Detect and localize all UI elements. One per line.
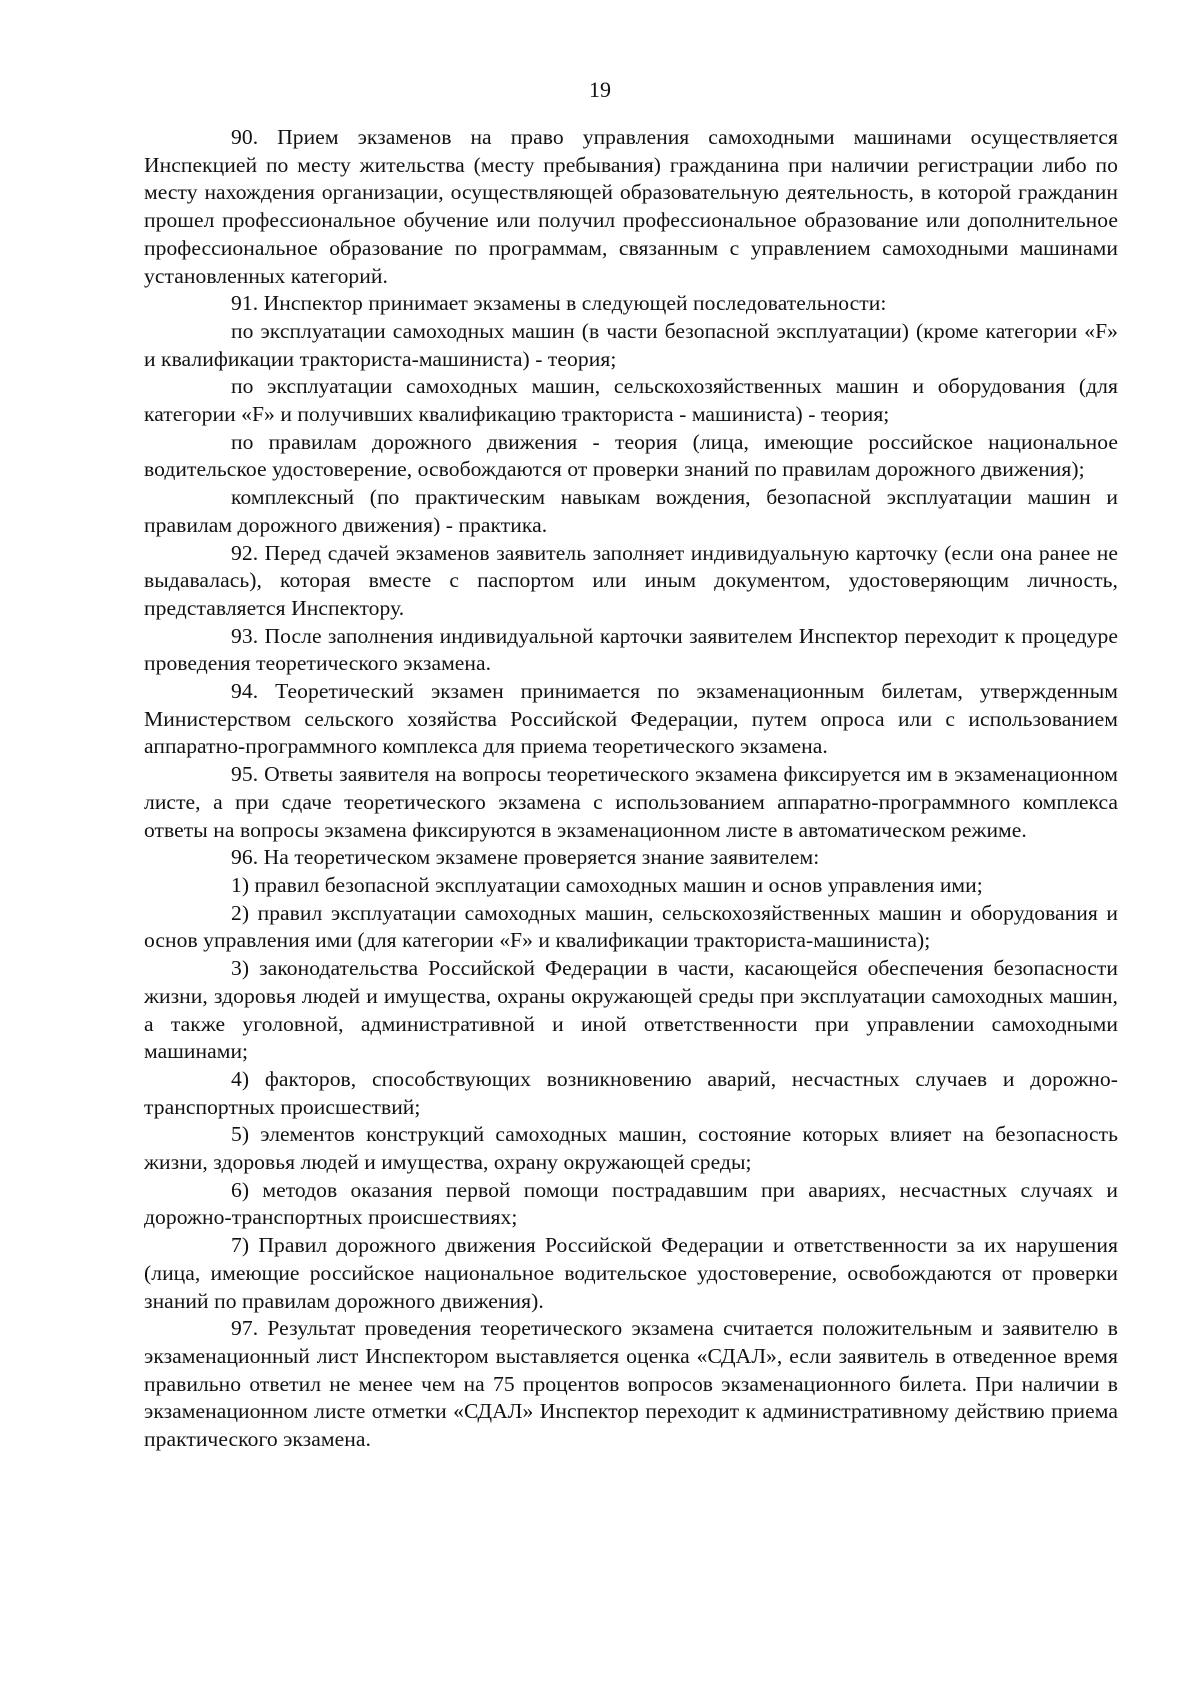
paragraph-96-item-3: 3) законодательства Российской Федерации в части, касающейся обеспечения безопасности жизни, здоровья людей и имущества, охраны окружающей среды при эксплуатации самоходных машин, а также уголовной, административной и иной ответственности при управлении самоходными машинами; [144,956,1118,1064]
paragraph-91-item-traffic-rules-theory: по правилам дорожного движения - теория (лица, имеющие российское национальное водительское удостоверение, освобождаются от проверки знаний по правилам дорожного движения); [144,429,1118,482]
paragraph-96-item-7: 7) Правил дорожного движения Российской Федерации и ответственности за их нарушения (лица, имеющие российское национальное водительское удостоверение, освобождаются от проверки знаний по правилам дорожного движения). [144,1233,1118,1313]
paragraph-90: 90. Прием экзаменов на право управления самоходными машинами осуществляется Инспекцией по месту жительства (месту пребывания) гражданина при наличии регистрации либо по месту нахождения организации, осуществляющей образовательную деятельность, в которой гражданин прошел профессиональное обучение или получил профессиональное образование или дополнительное профессиональное образование по программам, связанным с управлением самоходными машинами установленных категорий. [144,125,1118,288]
paragraph-91-item-safety-theory: по эксплуатации самоходных машин (в части безопасной эксплуатации) (кроме категории «F» и квалификации тракториста-машиниста) - теория; [144,318,1118,371]
paragraph-96-item-6: 6) методов оказания первой помощи пострадавшим при авариях, несчастных случаях и дорожно-транспортных происшествиях; [144,1177,1118,1230]
paragraph-96-item-4: 4) факторов, способствующих возникновению аварий, несчастных случаев и дорожно-транспортных происшествий; [144,1066,1118,1119]
paragraph-96-item-5: 5) элементов конструкций самоходных машин, состояние которых влияет на безопасность жизни, здоровья людей и имущества, охрану окружающей среды; [144,1122,1118,1175]
paragraph-96-item-1: 1) правил безопасной эксплуатации самоходных машин и основ управления ими; [231,872,983,897]
paragraph-91-item-category-f-theory: по эксплуатации самоходных машин, сельскохозяйственных машин и оборудования (для категории «F» и получивших квалификацию тракториста - машиниста) - теория; [144,374,1118,427]
paragraph-91: 91. Инспектор принимает экзамены в следующей последовательности: [231,291,887,316]
page-number: 19 [589,77,611,102]
paragraph-92: 92. Перед сдачей экзаменов заявитель заполняет индивидуальную карточку (если она ранее не выдавалась), которая вместе с паспортом или иным документом, удостоверяющим личность, представляется Инспектору. [144,540,1118,620]
paragraph-96-item-2: 2) правил эксплуатации самоходных машин, сельскохозяйственных машин и оборудования и основ управления ими (для категории «F» и квалификации тракториста-машиниста); [144,900,1118,953]
document-body [144,124,1118,1454]
paragraph-95: 95. Ответы заявителя на вопросы теоретического экзамена фиксируется им в экзаменационном листе, а при сдаче теоретического экзамена с использованием аппаратно-программного комплекса ответы на вопросы экзамена фиксируются в экзаменационном листе в автоматическом режиме. [144,762,1118,842]
paragraph-93: 93. После заполнения индивидуальной карточки заявителем Инспектор переходит к процедуре проведения теоретического экзамена. [144,623,1118,676]
paragraph-96: 96. На теоретическом экзамене проверяется знание заявителем: [231,845,820,870]
paragraph-91-item-practice: комплексный (по практическим навыкам вождения, безопасной эксплуатации машин и правилам дорожного движения) - практика. [144,485,1118,537]
paragraph-94: 94. Теоретический экзамен принимается по экзаменационным билетам, утвержденным Министерством сельского хозяйства Российской Федерации, путем опроса или с использованием аппаратно-программного комплекса для приема теоретического экзамена. [144,679,1118,759]
paragraph-97: 97. Результат проведения теоретического экзамена считается положительным и заявителю в экзаменационный лист Инспектором выставляется оценка «СДАЛ», если заявитель в отведенное время правильно ответил не менее чем на 75 процентов вопросов экзаменационного билета. При наличии в экзаменационном листе отметки «СДАЛ» Инспектор переходит к административному действию приема практического экзамена. [144,1316,1118,1452]
